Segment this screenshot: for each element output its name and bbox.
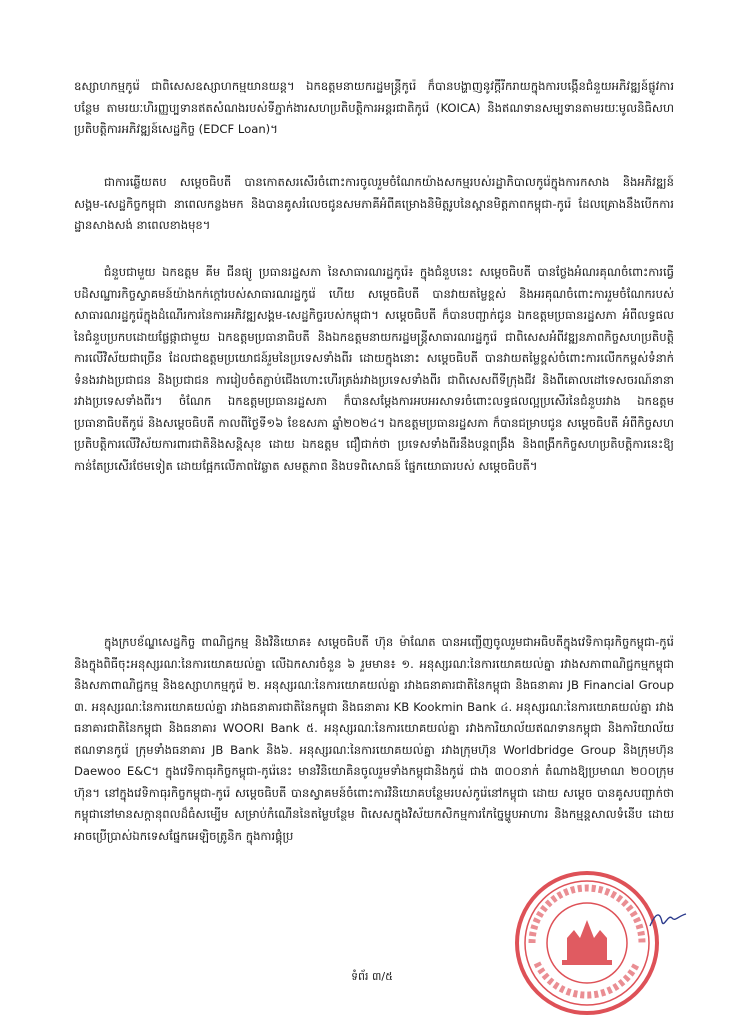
paragraph-1: ឧស្សាហកម្មកូរ៉េ ជាពិសេសឧស្សាហកម្មយានយន្ត។ ឯកឧត្តមនាយករដ្ឋមន្ត្រីកូរ៉េ ក៏បានបង្ហាញនូវក្ដីរីករាយក្នុងការបង្កើនជំនួយអភិវឌ្ឍន៍ផ្លូវការបន្ថែម តាមរយៈហិរញ្ញប្បទានឥតសំណងរបស់ទីភ្នាក់ងារសហប្រតិបត្តិការអន្តរជាតិកូរ៉េ (KOICA) និងឥណទានសម្បទានតាមរយៈមូលនិធិសហប្រតិបត្តិការអភិវឌ្ឍន៍សេដ្ឋកិច្ច (EDCF Loan)។ [74,79,674,136]
paragraph-3: ជំនួបជាមួយ ឯកឧត្តម គីម ជីនផ្យូ ប្រធានរដ្ឋសភា នៃសាធារណរដ្ឋកូរ៉េ៖ ក្នុងជំនួបនេះ សម្ដេចធិបតី បានថ្លែងអំណរគុណចំពោះការធ្វើបដិសណ្ឋារកិច្ចស្វាគមន៍យ៉ាងកក់ក្ដៅរបស់សាធារណរដ្ឋកូរ៉េ ហើយ សម្ដេចធិបតី បានវាយតម្លៃខ្ពស់ និងអរគុណចំពោះការរួមចំណែករបស់សាធារណរដ្ឋកូរ៉េក្នុងដំណើរការនៃការអភិវឌ្ឍសង្គម-សេដ្ឋកិច្ចរបស់កម្ពុជា។ សម្ដេចធិបតី ក៏បានបញ្ជាក់ជូន ឯកឧត្តមប្រធានរដ្ឋសភា អំពីលទ្ធផលនៃជំនួបប្រកបដោយផ្លែផ្កាជាមួយ ឯកឧត្តមប្រធានាធិបតី និងឯកឧត្តមនាយករដ្ឋមន្ត្រីសាធារណរដ្ឋកូរ៉េ ជាពិសេសអំពីវឌ្ឍនភាពកិច្ចសហប្រតិបត្តិការលើវិស័យជាច្រើន ដែលជាឧត្តមប្រយោជន៍រួមនៃប្រទេសទាំងពីរ ដោយក្នុងនោះ សម្ដេចធិបតី បានវាយតម្លៃខ្ពស់ចំពោះការលើកកម្ពស់ទំនាក់ទំនងរវាងប្រជាជន និងប្រជាជន ការរៀបចំតភ្ជាប់ជើងហោះហើរត្រង់រវាងប្រទេសទាំងពីរ ជាពិសេសពីទីក្រុងជីវ និងពីគោលដៅទេសចរណ៍នានារវាងប្រទេសទាំងពីរ។ ចំណែក ឯកឧត្តមប្រធានរដ្ឋសភា ក៏បានសម្ដែងការអបអរសាទរចំពោះលទ្ធផលល្អប្រសើរនៃជំនួបរវាង ឯកឧត្តមប្រធានាធិបតីកូរ៉េ និងសម្ដេចធិបតី កាលពីថ្ងៃទី១៦ ខែឧសភា ឆ្នាំ២០២៤។ ឯកឧត្តមប្រធានរដ្ឋសភា ក៏បានជម្រាបជូន សម្ដេចធិបតី អំពីកិច្ចសហប្រតិបត្តិការលើវិស័យការពារជាតិនិងសន្តិសុខ ដោយ ឯកឧត្តម ជឿជាក់ថា ប្រទេសទាំងពីរនឹងបន្តពង្រឹង និងពង្រីកកិច្ចសហប្រតិបត្តិការនេះឱ្យកាន់តែប្រសើរថែមទៀត ដោយផ្អែកលើភាពវៃឆ្លាត សមត្ថភាព និងបទពិសោធន៍ ផ្នែកយោធារបស់ សម្ដេចធិបតី។ [74,265,674,473]
paragraph-4 [74,632,674,847]
official-seal-stamp [512,868,662,1018]
paragraph-2: ជាការឆ្លើយតប សម្ដេចធិបតី បានកោតសរសើរចំពោះការចូលរួមចំណែកយ៉ាងសកម្មរបស់រដ្ឋាភិបាលកូរ៉េក្នុងការកសាង និងអភិវឌ្ឍន៍សង្គម-សេដ្ឋកិច្ចកម្ពុជា នាពេលកន្លងមក និងបានគូសរំលេចជូនសមភាគីអំពីគម្រោងនិមិត្តរូបនៃស្ពានមិត្តភាពកម្ពុជា-កូរ៉េ ដែលគ្រោងនឹងបើកការដ្ឋានសាងសង់ នាពេលខាងមុខ។ [74,175,674,232]
paragraph-4-intro: ក្នុងក្របខ័ណ្ឌសេដ្ឋកិច្ច ពាណិជ្ជកម្ម និងវិនិយោគ៖ សម្ដេចធិបតី ហ៊ុន ម៉ាណែត បានអញ្ជើញចូលរួមជាអធិបតីក្នុងវេទិកាធុរកិច្ចកម្ពុជា-កូរ៉េ និងក្នុងពិធីចុះអនុស្សរណៈនៃការយោគយល់គ្នា លើឯកសារចំនួន ៦ រួមមាន៖ [74,635,674,671]
page-number: ទំព័រ ៣/៥ [351,970,393,983]
paragraph-4-list: ១. អនុស្សរណៈនៃការយោគយល់គ្នា រវាងសភាពាណិជ្ជកម្មកម្ពុជា និងសភាពាណិជ្ជកម្ម និងឧស្សាហកម្មកូរ៉េ ២. អនុស្សរណៈនៃការយោគយល់គ្នា រវាងធនាគារជាតិនៃកម្ពុជា និងធនាគារ JB Financial Group ៣. អនុស្សរណៈនៃការយោគយល់គ្នា រវាងធនាគារជាតិនៃកម្ពុជា និងធនាគារ KB Kookmin Bank ៤. អនុស្សរណៈនៃការយោគយល់គ្នា រវាងធនាគារជាតិនៃកម្ពុជា និងធនាគារ WOORI Bank ៥. អនុស្សរណៈនៃការយោគយល់គ្នា រវាងការិយាល័យឥណទានកម្ពុជា និងការិយាល័យឥណទានកូរ៉េ ក្រុមទាំងធនាគារ JB Bank និង៦. អនុស្សរណៈនៃការយោគយល់គ្នា រវាងក្រុមហ៊ុន Worldbridge Group និងក្រុមហ៊ុន Daewoo E&C។ ក្នុងវេទិកាធុរកិច្ចកម្ពុជា-កូរ៉េនេះ មានវិនិយោគិនចូលរួមទាំងកម្ពុជានិងកូរ៉េ ជាង ៣០០នាក់ តំណាងឱ្យប្រមាណ ២០០ក្រុមហ៊ុន។ នៅក្នុងវេទិកាធុរកិច្ចកម្ពុជា-កូរ៉េ សម្ដេចធិបតី បានស្វាគមន៍ចំពោះការវិនិយោគបន្ថែមរបស់កូរ៉េនៅកម្ពុជា ដោយ សម្ដេច បានគូសបញ្ជាក់ថា កម្ពុជានៅមានសក្ដានុពលដ៏ធំសម្បើម សម្រាប់កំណើននៃតម្លៃបន្ថែម ពិសេសក្នុងវិស័យកសិកម្មការកែច្នៃម្ហូបអាហារ និងកម្មន្តសាលទំនើប ដោយអាចប្រើប្រាស់ឯកទេសផ្នែកអេឡិចត្រូនិក ក្នុងការផ្គុំប្រ [74,656,674,843]
handwritten-signature [648,908,688,930]
